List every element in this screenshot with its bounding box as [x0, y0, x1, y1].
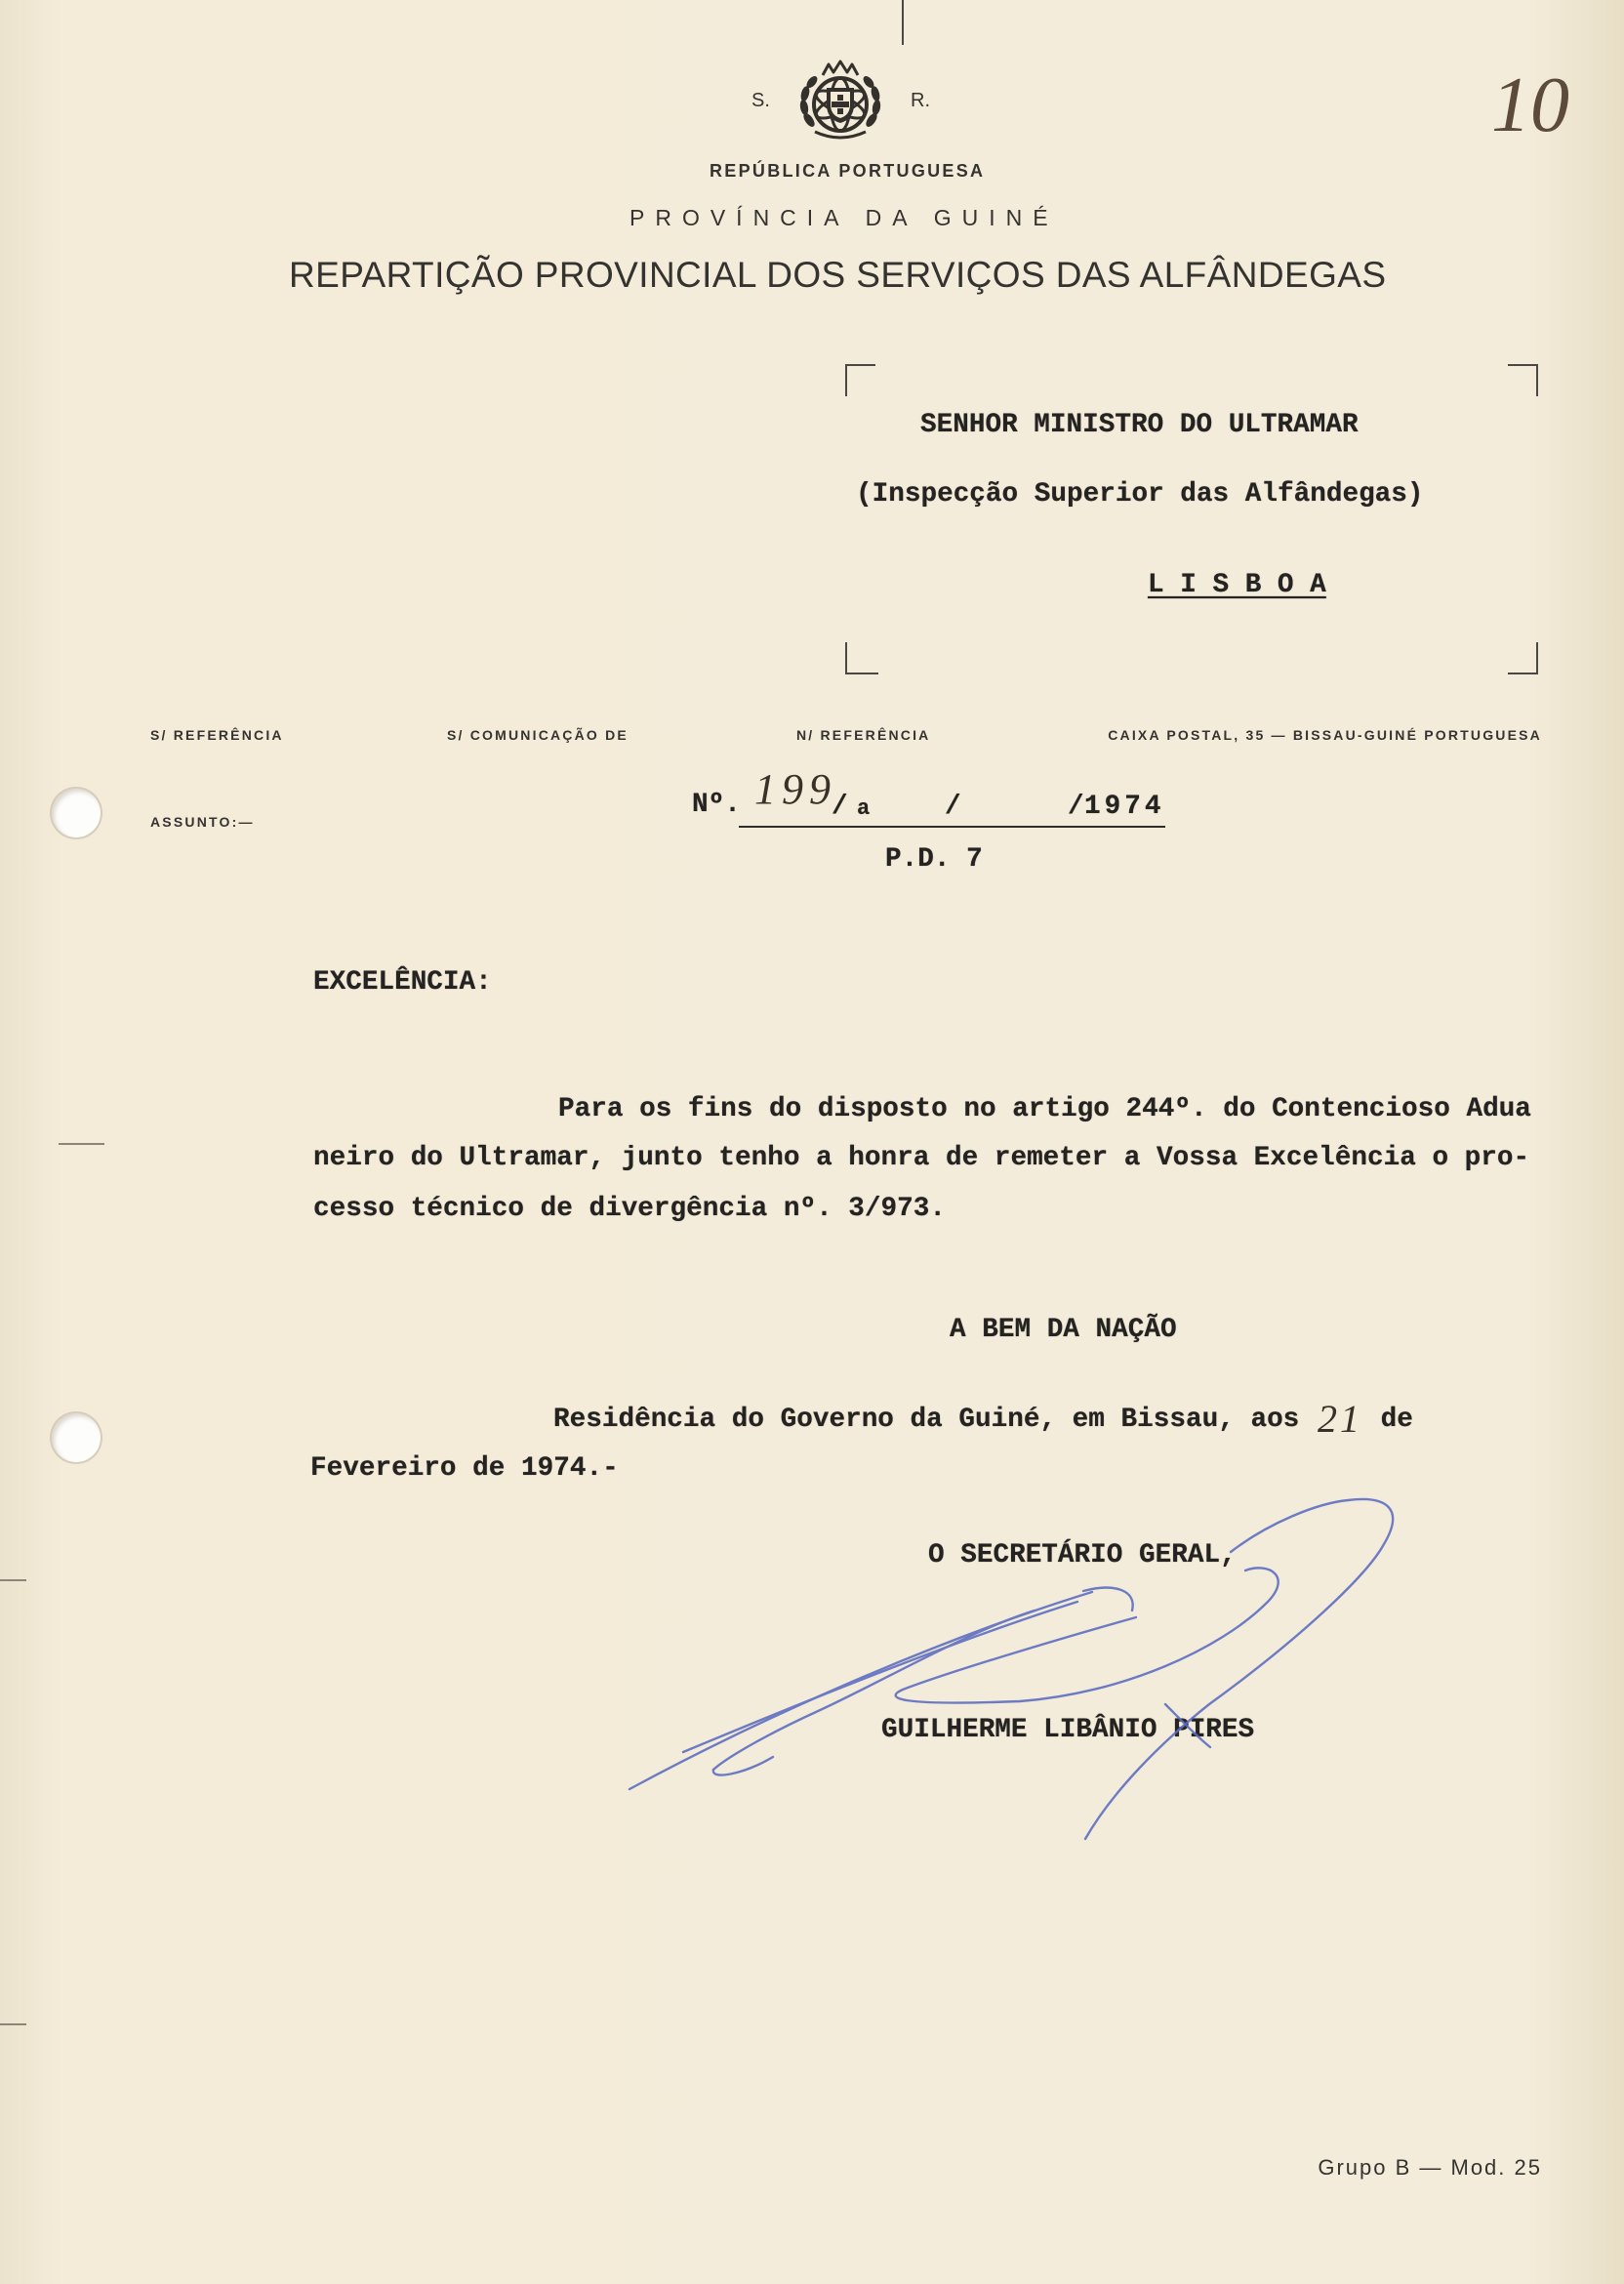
address-corner-top-left	[845, 364, 847, 396]
body-line: neiro do Ultramar, junto tenho a honra de remeter a Vossa Excelência o pro-	[313, 1143, 1530, 1173]
number-separator: /	[945, 792, 961, 822]
number-separator: /	[832, 792, 848, 822]
label-n-referencia: N/ REFERÊNCIA	[796, 727, 931, 743]
address-corner-bottom-left	[845, 642, 847, 674]
coat-of-arms-emblem	[795, 60, 885, 143]
body-line: Para os fins do disposto no artigo 244º. do Contencioso Adua	[558, 1094, 1531, 1124]
number-underline	[739, 826, 1165, 828]
republic-heading: REPÚBLICA PORTUGUESA	[710, 161, 986, 181]
address-corner-bottom-left	[845, 673, 878, 674]
punch-hole	[52, 789, 101, 837]
address-corner-bottom-right	[1536, 642, 1538, 674]
number-year: 1974	[1084, 792, 1165, 822]
label-s-comunicacao: S/ COMUNICAÇÃO DE	[447, 727, 629, 743]
seal-left-letter: S.	[751, 90, 770, 111]
signatory-title: O SECRETÁRIO GERAL,	[928, 1540, 1237, 1570]
closing-motto: A BEM DA NAÇÃO	[950, 1315, 1177, 1345]
address-corner-top-left	[845, 364, 875, 366]
margin-mark	[0, 1579, 26, 1581]
addressee-city: L I S B O A	[1148, 570, 1326, 600]
signature-scribble	[586, 1464, 1444, 1874]
label-postal-address: CAIXA POSTAL, 35 — BISSAU-GUINÉ PORTUGUESA	[1108, 727, 1542, 743]
margin-mark	[0, 2023, 26, 2025]
addressee-line-1: SENHOR MINISTRO DO ULTRAMAR	[920, 410, 1359, 440]
label-s-referencia: S/ REFERÊNCIA	[150, 727, 284, 743]
day-handwritten: 21	[1318, 1397, 1362, 1441]
signatory-name: GUILHERME LIBÂNIO PIRES	[881, 1715, 1255, 1745]
punch-hole	[52, 1413, 101, 1462]
number-series: a	[857, 796, 871, 821]
form-code: Grupo B — Mod. 25	[1318, 2155, 1542, 2180]
place-date-text: de	[1364, 1405, 1413, 1435]
top-fold-mark	[902, 0, 904, 45]
salutation: EXCELÊNCIA:	[313, 967, 492, 998]
margin-mark	[59, 1143, 104, 1145]
seal-right-letter: R.	[911, 90, 930, 111]
address-corner-top-right	[1536, 364, 1538, 396]
address-corner-top-right	[1508, 364, 1538, 366]
number-prefix: Nº.	[692, 790, 741, 820]
number-handwritten: 199	[754, 765, 836, 813]
place-date-text: Residência do Governo da Guiné, em Bissau, aos	[553, 1405, 1316, 1435]
body-line: cesso técnico de divergência nº. 3/973.	[313, 1194, 946, 1224]
number-separator: /	[1068, 792, 1084, 822]
process-code: P.D. 7	[885, 844, 983, 875]
address-corner-bottom-right	[1508, 673, 1538, 674]
province-heading: PROVÍNCIA DA GUINÉ	[629, 205, 1059, 230]
label-assunto: ASSUNTO:—	[150, 814, 255, 830]
place-date-line-2: Fevereiro de 1974.-	[310, 1453, 619, 1484]
department-heading: REPARTIÇÃO PROVINCIAL DOS SERVIÇOS DAS ALFÂNDEGAS	[289, 255, 1387, 295]
addressee-line-2: (Inspecção Superior das Alfândegas)	[856, 479, 1424, 510]
folio-number-handwritten: 10	[1491, 62, 1569, 148]
